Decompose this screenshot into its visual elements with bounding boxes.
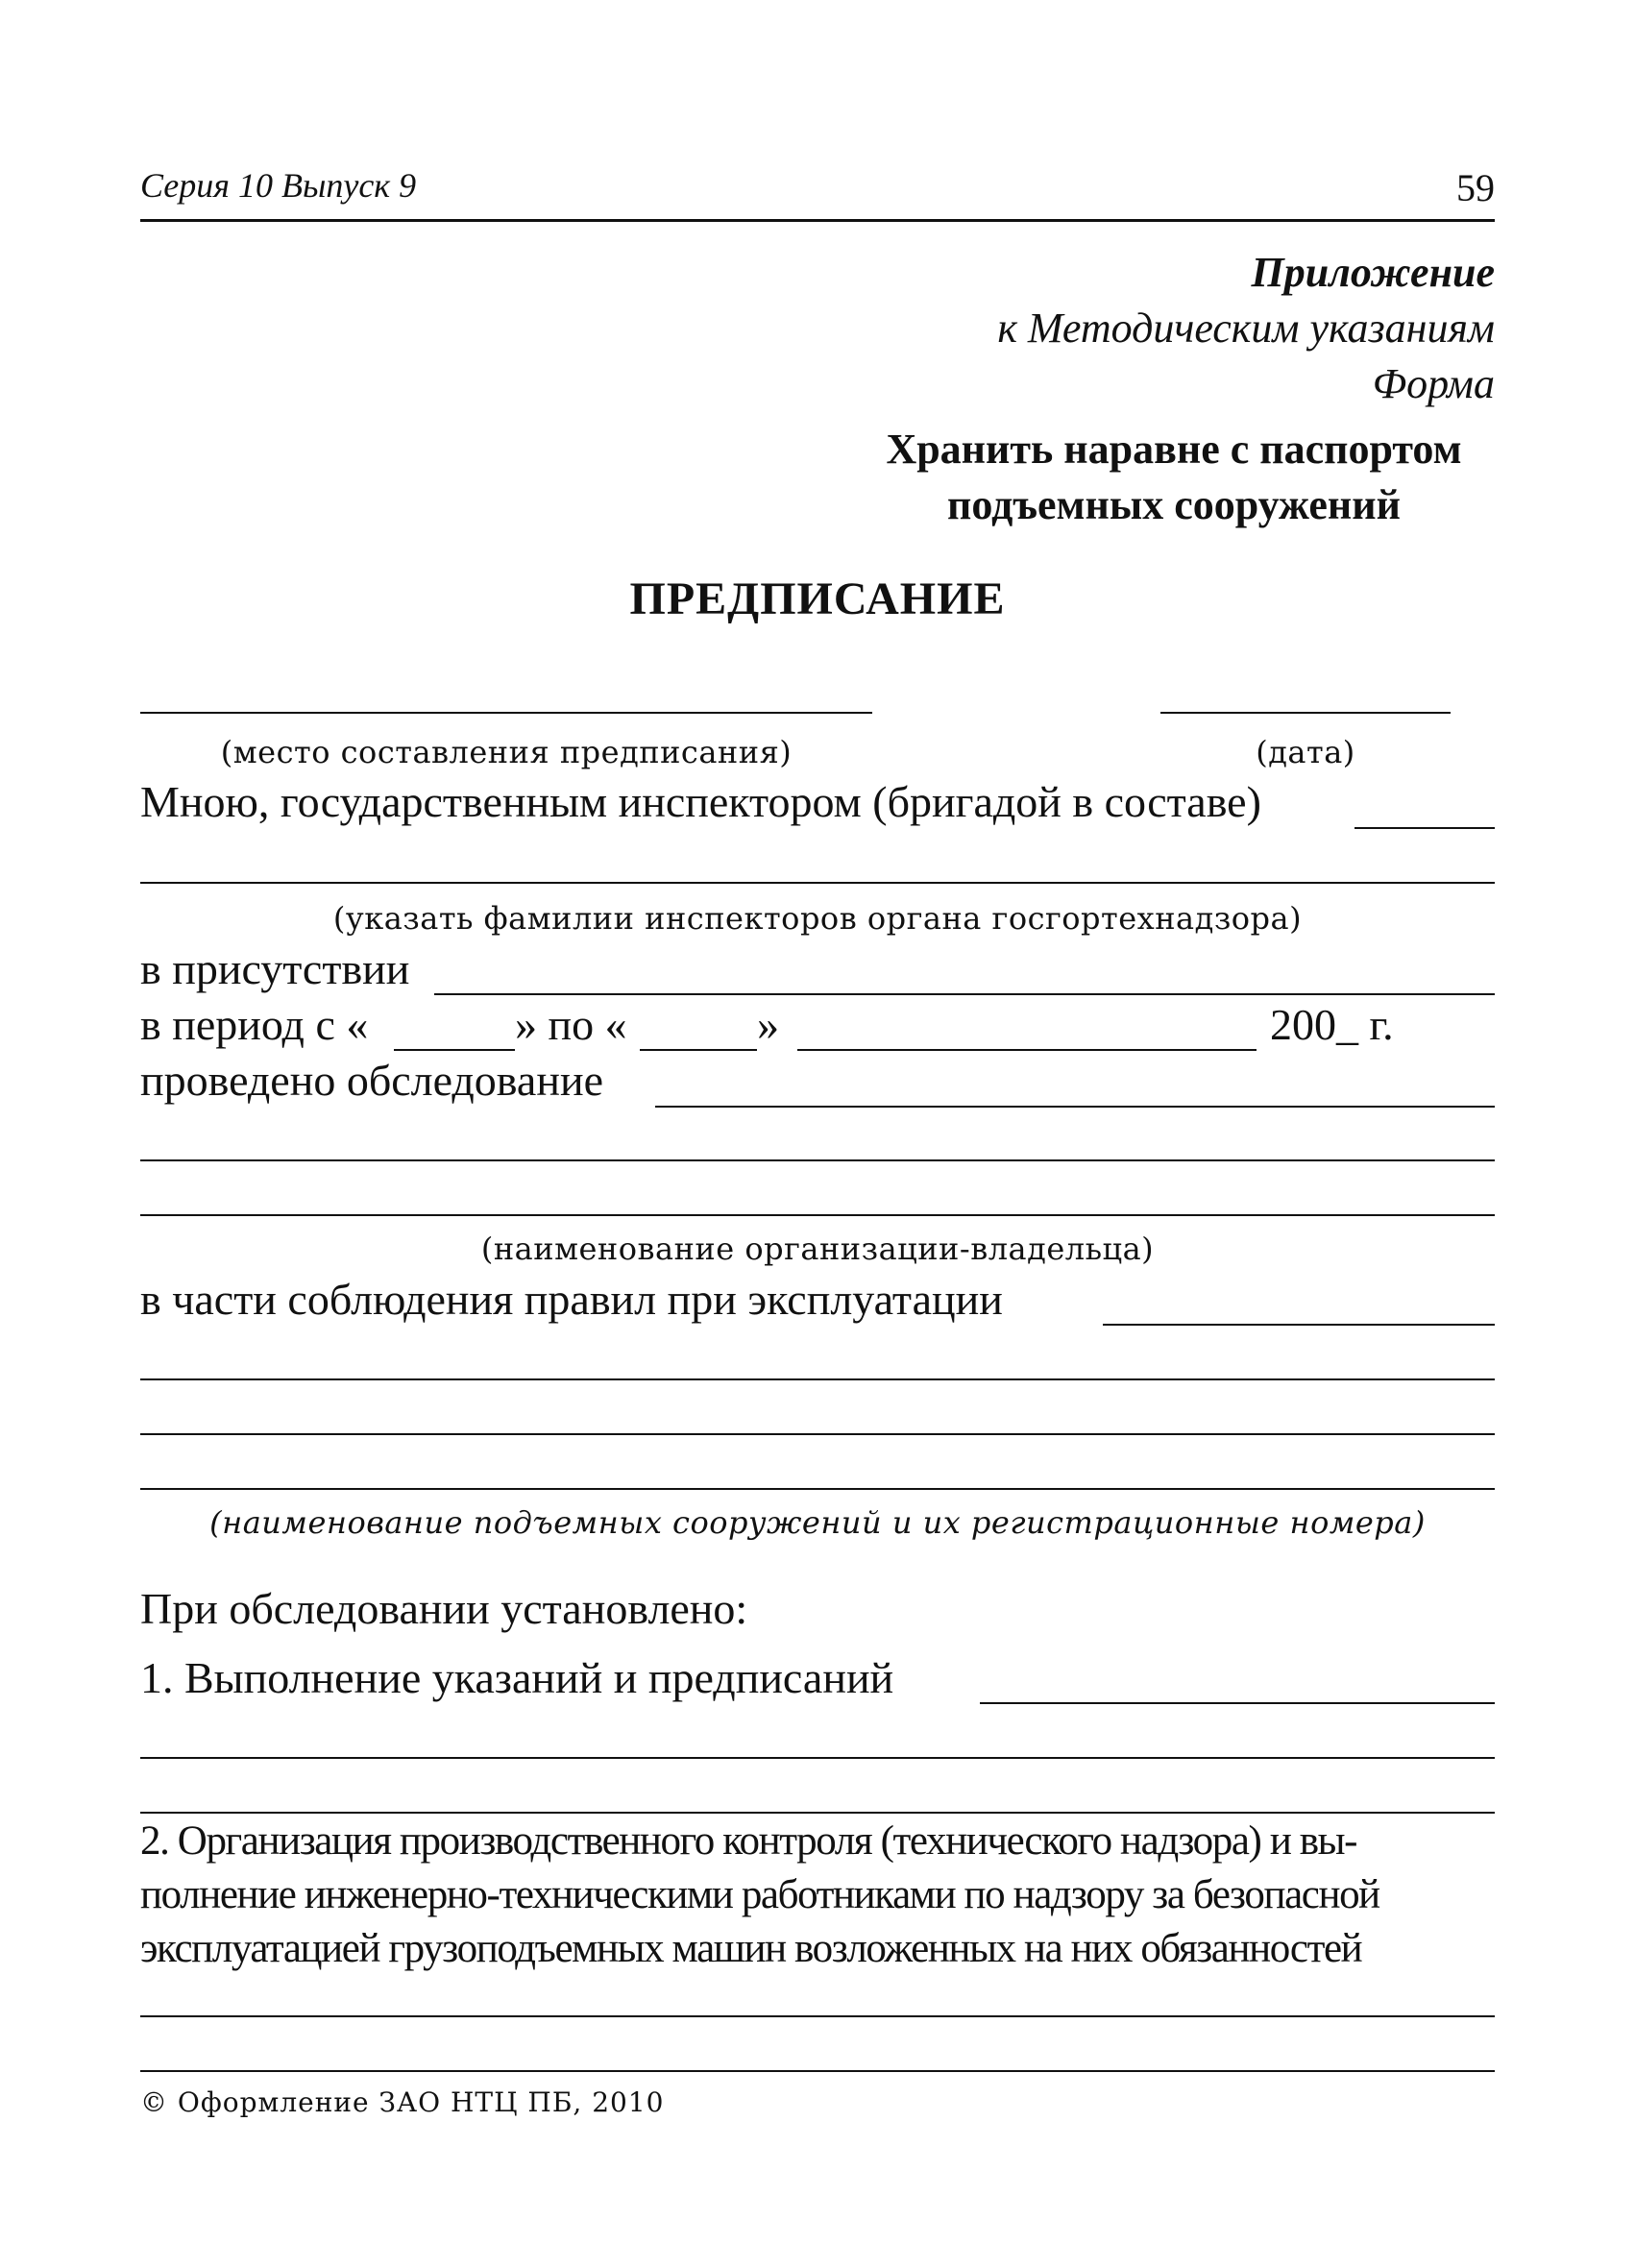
year-text: 200_ г. (1270, 1000, 1394, 1049)
appendix-form-label: Форма (1372, 360, 1495, 407)
finding-item-2-line1: 2. Организация производственного контроля (технического надзора) и вы- (140, 1818, 1357, 1864)
inspector-field-line-2[interactable] (140, 882, 1495, 884)
keep-note-line2: подъемных сооружений (947, 481, 1401, 528)
finding-1-field-line[interactable] (980, 1702, 1495, 1704)
period-from-line[interactable] (394, 1049, 515, 1051)
date-field-line[interactable] (1160, 712, 1451, 714)
document-title: ПРЕДПИСАНИЕ (629, 573, 1006, 624)
compliance-field-line-2[interactable] (140, 1378, 1495, 1380)
page-number: 59 (1456, 166, 1495, 209)
survey-field-line[interactable] (655, 1106, 1495, 1108)
period-prefix: в период с « (140, 1000, 369, 1049)
keep-note-line1: Хранить наравне с паспортом (886, 426, 1462, 473)
finding-item-2-line3: эксплуатацией грузоподъемных машин возложенных на них обязанностей (140, 1926, 1362, 1971)
finding-item-1: 1. Выполнение указаний и предписаний (140, 1653, 894, 1702)
survey-field-line-2[interactable] (140, 1159, 1495, 1161)
cranes-caption: (наименование подъемных сооружений и их регистрационные номера) (209, 1504, 1426, 1541)
appendix-reference: к Методическим указаниям (997, 305, 1495, 352)
finding-1-field-line-2[interactable] (140, 1757, 1495, 1759)
period-month-line[interactable] (797, 1049, 1257, 1051)
compliance-field-line-4[interactable] (140, 1488, 1495, 1490)
header-rule (140, 219, 1495, 222)
series-label: Серия 10 Выпуск 9 (140, 166, 417, 205)
inspector-field-line[interactable] (1354, 827, 1495, 829)
period-to-line[interactable] (640, 1049, 757, 1051)
period-close: » (757, 1000, 779, 1049)
appendix-label: Приложение (1251, 249, 1495, 296)
findings-intro: При обследовании установлено: (140, 1584, 748, 1633)
compliance-text: в части соблюдения правил при эксплуатации (140, 1275, 1003, 1324)
finding-item-2-line2: полнение инженерно-техническими работниками по надзору за безопасной (140, 1872, 1379, 1917)
compliance-field-line[interactable] (1103, 1324, 1495, 1326)
inspectors-caption: (указать фамилии инспекторов органа госгортехнадзора) (332, 900, 1303, 937)
date-caption: (дата) (1256, 734, 1355, 770)
period-mid: » по « (515, 1000, 627, 1049)
place-caption: (место составления предписания) (220, 734, 793, 770)
presence-field-line[interactable] (434, 993, 1495, 995)
finding-1-field-line-3[interactable] (140, 1812, 1495, 1814)
inspector-text: Мною, государственным инспектором (бригадой в составе) (140, 777, 1261, 826)
compliance-field-line-3[interactable] (140, 1433, 1495, 1435)
presence-text: в присутствии (140, 944, 410, 993)
finding-2-field-line-2[interactable] (140, 2070, 1495, 2072)
survey-field-line-3[interactable] (140, 1214, 1495, 1216)
owner-caption: (наименование организации-владельца) (480, 1231, 1155, 1267)
place-field-line[interactable] (140, 712, 872, 714)
survey-text: проведено обследование (140, 1056, 603, 1105)
footer-copyright: © Оформление ЗАО НТЦ ПБ, 2010 (140, 2086, 665, 2118)
finding-2-field-line[interactable] (140, 2015, 1495, 2017)
